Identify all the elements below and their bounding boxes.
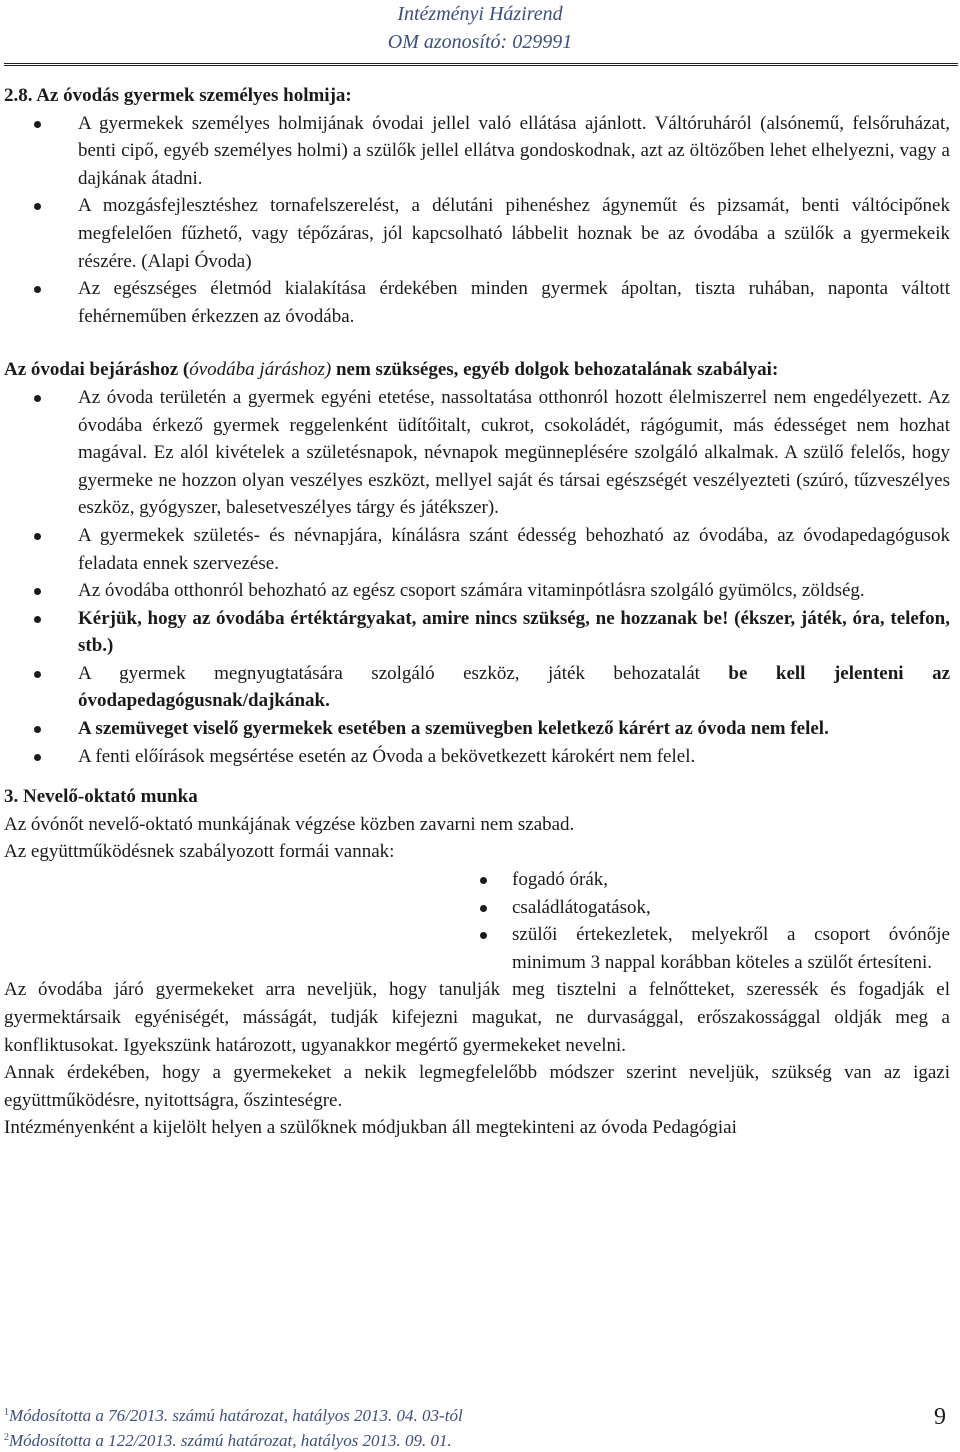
bullet-icon [34,588,41,595]
list-item-text: családlátogatások, [512,896,651,918]
list-item [4,275,950,330]
list-item-text: A gyermek megnyugtatására szolgáló eszköz, játék behozatalát [78,662,729,684]
list-item [4,605,950,660]
footnote-1: $^1$Módosította a 76/2013. számú határozat, hatályos 2013. 04. 03-tól [4,1406,463,1425]
list-item-emphasis: be kell jelenteni az óvodapedagógusnak/dajkának. [78,662,950,712]
bullet-icon [480,905,487,912]
list-item-text: Kérjük, hogy az óvodába értéktárgyakat, amire nincs szükség, ne hozzanak be! (ékszer, játék, óra, telefon, stb.) [78,607,950,657]
belongings-list [4,110,950,331]
paragraph: Az óvónőt nevelő-oktató munkájának végzése közben zavarni nem szabad. [4,813,575,835]
list-item [4,743,950,771]
bullet-icon [34,671,41,678]
document-body [4,82,950,1142]
header-divider [4,63,958,69]
list-item [4,866,950,894]
list-item-text: Az óvodába otthonról behozható az egész csoport számára vitaminpótlásra szolgáló gyümölcs, zöldség. [78,580,865,602]
paragraph: Az óvodába járó gyermekeket arra neveljük, hogy tanulják meg tisztelni a felnőtteket, szeressék és fogadják el gyermektársaik egyéniségét, másságát, tudják kifejezni magukat, ne durvasággal, erőszakossággal oldják meg a konfliktusokat. Igyekszünk határozott, ugyanakkor megértő gyermekeket nevelni. [4,979,950,1056]
bullet-icon [34,533,41,540]
footnote-2: $^2$Módosította a 122/2013. számú határozat, hatályos 2013. 09. 01. [4,1431,452,1450]
list-item [4,522,950,577]
paragraph: Az együttműködésnek szabályozott formái vannak: [4,841,395,863]
list-item-text: A gyermekek születés- és névnapjára, kínálásra szánt édesség behozható az óvodába, az óvodapedagógusok feladata ennek szervezése. [78,524,950,574]
rules-list [4,384,950,770]
bullet-icon [34,121,41,128]
list-item [4,577,950,605]
list-item [4,660,950,715]
list-item-text: A gyermekek személyes holmijának óvodai jellel való ellátása ajánlott. Váltóruháról (alsónemű, felsőruházat, benti cipő, egyéb személyes holmi) a szülők jellel ellátva gondoskodnak, azt az öltözőben lehet elhelyezni, vagy a dajkának átadni. [78,112,950,189]
rules-heading: Az óvodai bejáráshoz (óvodába járáshoz) nem szükséges, egyéb dolgok behozatalának szabályai: [4,359,779,381]
list-item-text: fogadó órák, [512,869,609,891]
bullet-icon [34,754,41,761]
bullet-icon [34,286,41,293]
bullet-icon [34,616,41,623]
list-item-text: A mozgásfejlesztéshez tornafelszerelést, a délutáni pihenéshez ágyneműt és pizsamát, benti váltócipőnek megfelelően fűzhető, vagy tépőzáras, jól kapcsolható lábbelit hoznak be az óvodába a szülők a gyermekeik részére. (Alapi Óvoda) [78,195,950,272]
bullet-icon [480,932,487,939]
section-heading-2-8: 2.8. Az óvodás gyermek személyes holmija: [4,85,352,106]
list-item [4,192,950,275]
page-number: 9 [934,1404,946,1430]
list-item-text: Az óvoda területén a gyermek egyéni etetése, nassoltatása otthonról hozott élelmiszerrel nem engedélyezett. Az óvodába érkező gyermek reggelenként üdítőitalt, cukrot, csokoládét, rágógumit, más édességet nem hozhat magával. Ez alól kivételek a születésnapok, névnapok megünneplésére szolgáló alkalmak. A szülő felelős, hogy gyermeke ne hozzon olyan veszélyes eszközt, mellyel saját és társai egészségét veszélyezteti (szúró, tűzveszélyes eszköz, gyógyszer, balesetveszélyes tárgy és játékszer). [78,386,950,519]
section-heading-3: 3. Nevelő-oktató munka [4,786,198,808]
header-id: OM azonosító: 029991 [387,31,573,53]
list-item [4,894,950,922]
bullet-icon [34,395,41,402]
list-item-text: A szemüveget viselő gyermekek esetében a szemüvegben keletkező kárért az óvoda nem felel. [78,718,829,740]
list-item-text: szülői értekezletek, melyekről a csoport óvónője minimum 3 nappal korábban köteles a szülőt értesíteni. [512,924,950,973]
bullet-icon [34,203,41,210]
list-item-text: A fenti előírások megsértése esetén az Óvoda a bekövetkezett károkért nem felel. [78,745,696,767]
list-item [4,921,950,976]
list-item [4,384,950,522]
list-item-text: Az egészséges életmód kialakítása érdekében minden gyermek ápoltan, tiszta ruhában, naponta váltott fehérneműben érkezzen az óvodába. [78,278,950,327]
list-item [4,715,950,743]
bullet-icon [480,877,487,884]
cooperation-forms-list [4,866,950,976]
list-item [4,110,950,193]
footnotes [4,1402,950,1452]
bullet-icon [34,726,41,733]
page-header [0,0,960,56]
paragraph: Intézményenként a kijelölt helyen a szülőknek módjukban áll megtekinteni az óvoda Pedagógiai [4,1117,737,1139]
paragraph: Annak érdekében, hogy a gyermekeket a nekik legmegfelelőbb módszer szerint neveljük, szükség van az igazi együttműködésre, nyitottságra, őszinteségre. [4,1062,950,1111]
header-title: Intézményi Házirend [397,3,563,25]
